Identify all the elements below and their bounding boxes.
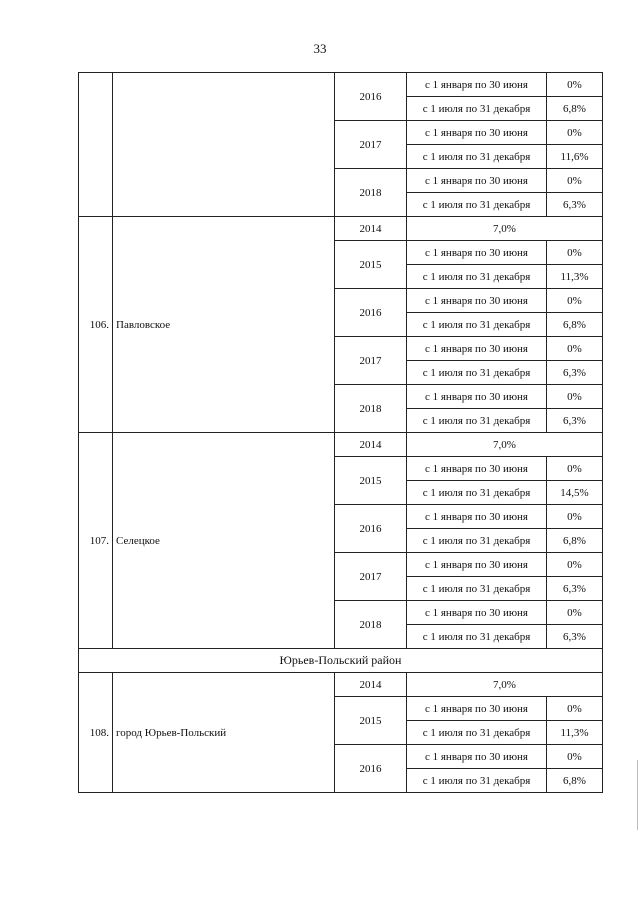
annual-rate-cell: 7,0% [407, 433, 603, 457]
period-cell: с 1 января по 30 июня [407, 745, 547, 769]
rate-cell: 11,6% [547, 145, 603, 169]
year-cell: 2015 [335, 457, 407, 505]
period-cell: с 1 января по 30 июня [407, 337, 547, 361]
year-cell: 2015 [335, 241, 407, 289]
table-row [79, 217, 603, 241]
period-cell: с 1 июля по 31 декабря [407, 313, 547, 337]
entry-number: 106. [79, 217, 113, 433]
rate-cell: 6,3% [547, 625, 603, 649]
page-number: 33 [313, 41, 327, 56]
entry-number: 107. [79, 433, 113, 649]
period-cell: с 1 июля по 31 декабря [407, 97, 547, 121]
annual-rate-cell: 7,0% [407, 217, 603, 241]
period-cell: с 1 июля по 31 декабря [407, 361, 547, 385]
year-cell: 2017 [335, 121, 407, 169]
rate-cell: 0% [547, 73, 603, 97]
district-heading: Юрьев-Польский район [79, 649, 603, 673]
year-cell: 2017 [335, 337, 407, 385]
year-cell: 2018 [335, 385, 407, 433]
period-cell: с 1 января по 30 июня [407, 553, 547, 577]
period-cell: с 1 июля по 31 декабря [407, 721, 547, 745]
period-cell: с 1 января по 30 июня [407, 169, 547, 193]
period-cell: с 1 июля по 31 декабря [407, 265, 547, 289]
year-cell: 2017 [335, 553, 407, 601]
rate-cell: 0% [547, 505, 603, 529]
period-cell: с 1 июля по 31 декабря [407, 193, 547, 217]
year-cell: 2016 [335, 505, 407, 553]
period-cell: с 1 января по 30 июня [407, 385, 547, 409]
year-cell: 2014 [335, 673, 407, 697]
table-row [79, 673, 603, 697]
tariff-table [78, 72, 603, 793]
rate-cell: 6,3% [547, 409, 603, 433]
period-cell: с 1 января по 30 июня [407, 457, 547, 481]
municipality-name: Павловское [113, 217, 335, 433]
period-cell: с 1 января по 30 июня [407, 505, 547, 529]
entry-number [79, 73, 113, 217]
municipality-name: Селецкое [113, 433, 335, 649]
period-cell: с 1 января по 30 июня [407, 697, 547, 721]
rate-cell: 6,8% [547, 313, 603, 337]
rate-cell: 6,8% [547, 529, 603, 553]
rate-cell: 0% [547, 697, 603, 721]
period-cell: с 1 января по 30 июня [407, 121, 547, 145]
rate-cell: 0% [547, 553, 603, 577]
period-cell: с 1 января по 30 июня [407, 73, 547, 97]
period-cell: с 1 июля по 31 декабря [407, 145, 547, 169]
rate-cell: 6,8% [547, 97, 603, 121]
year-cell: 2016 [335, 289, 407, 337]
period-cell: с 1 января по 30 июня [407, 601, 547, 625]
period-cell: с 1 июля по 31 декабря [407, 529, 547, 553]
period-cell: с 1 июля по 31 декабря [407, 769, 547, 793]
rate-cell: 11,3% [547, 721, 603, 745]
scan-edge-mark [637, 760, 638, 830]
rate-cell: 0% [547, 241, 603, 265]
rate-cell: 0% [547, 457, 603, 481]
tariff-table-body [79, 73, 603, 793]
rate-cell: 6,8% [547, 769, 603, 793]
rate-cell: 0% [547, 169, 603, 193]
period-cell: с 1 июля по 31 декабря [407, 625, 547, 649]
table-row [79, 433, 603, 457]
municipality-name [113, 73, 335, 217]
period-cell: с 1 июля по 31 декабря [407, 577, 547, 601]
year-cell: 2016 [335, 745, 407, 793]
year-cell: 2014 [335, 433, 407, 457]
rate-cell: 14,5% [547, 481, 603, 505]
table-row [79, 73, 603, 97]
period-cell: с 1 июля по 31 декабря [407, 409, 547, 433]
district-row [79, 649, 603, 673]
rate-cell: 0% [547, 385, 603, 409]
year-cell: 2018 [335, 601, 407, 649]
rate-cell: 6,3% [547, 193, 603, 217]
period-cell: с 1 января по 30 июня [407, 289, 547, 313]
rate-cell: 11,3% [547, 265, 603, 289]
rate-cell: 0% [547, 121, 603, 145]
annual-rate-cell: 7,0% [407, 673, 603, 697]
municipality-name: город Юрьев-Польский [113, 673, 335, 793]
period-cell: с 1 июля по 31 декабря [407, 481, 547, 505]
rate-cell: 0% [547, 601, 603, 625]
year-cell: 2015 [335, 697, 407, 745]
year-cell: 2016 [335, 73, 407, 121]
rate-cell: 6,3% [547, 577, 603, 601]
rate-cell: 6,3% [547, 361, 603, 385]
rate-cell: 0% [547, 337, 603, 361]
entry-number: 108. [79, 673, 113, 793]
rate-cell: 0% [547, 289, 603, 313]
year-cell: 2014 [335, 217, 407, 241]
rate-cell: 0% [547, 745, 603, 769]
period-cell: с 1 января по 30 июня [407, 241, 547, 265]
year-cell: 2018 [335, 169, 407, 217]
